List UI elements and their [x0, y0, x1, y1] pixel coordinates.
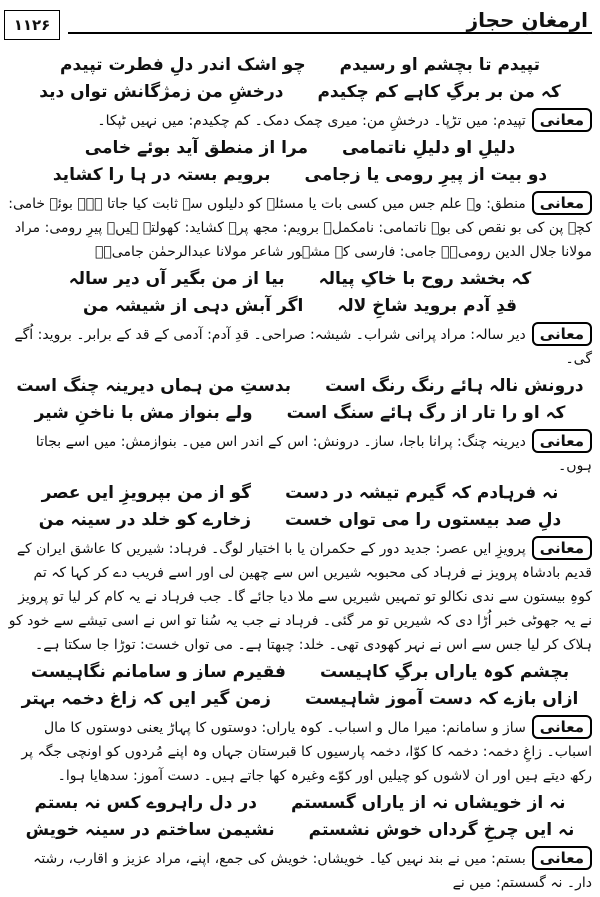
hemistich: دو بیت از پیرِ رومی یا زجامی: [304, 165, 548, 185]
couplet-line: [8, 373, 592, 400]
hemistich: درونش نالہ ہائے رنگ رنگ است: [325, 376, 584, 396]
meaning-label: معانی: [532, 191, 592, 215]
meaning-label: معانی: [532, 846, 592, 870]
hemistich: کہ بخشد روح با خاکِ پیالہ: [318, 269, 532, 289]
meaning-text: تپیدم: میں تڑپا۔ درخشِ من: میری چمک دمک۔ کم چکیدم: میں نہیں ٹپکا۔: [97, 113, 526, 129]
meaning-note: [8, 429, 592, 478]
hemistich: مرا از منطق آید بوئے خامی: [84, 138, 309, 158]
hemistich: بیا از من بگیر آں دیر سالہ: [68, 269, 285, 289]
hemistich: چو اشک اندر دلِ فطرت تپیدم: [60, 55, 306, 75]
couplet-line: [8, 293, 592, 320]
hemistich: گو از من بپرویزِ ایں عصر: [41, 483, 252, 503]
meaning-label: معانی: [532, 108, 592, 132]
meaning-note: [8, 536, 592, 657]
meaning-note: [8, 191, 592, 264]
hemistich: ازاں بازے کہ دست آموز شاہیست: [304, 689, 579, 709]
hemistich: ولے بنواز مش با ناخنِ شیر: [34, 403, 253, 423]
header-rule: [68, 32, 592, 34]
hemistich: نہ از خویشاں نہ از یاراں گسستم: [290, 793, 566, 813]
hemistich: درخشِ من زمژگانش تواں دید: [39, 82, 284, 102]
couplet-line: [8, 507, 592, 534]
hemistich: در دل راہروے کس نہ بستم: [34, 793, 257, 813]
hemistich: برویم بستہ در ہا را کشاید: [52, 165, 271, 185]
couplet-line: [8, 135, 592, 162]
meaning-text: بستم: میں نے بند نہیں کیا۔ خویشاں: خویش کی جمع، اپنے، مراد عزیز و اقارب، رشتہ دار۔ نہ گسستم: میں نے: [33, 851, 592, 891]
hemistich: بچشم کوہ یاراں برگِ کاہیست: [319, 662, 570, 682]
couplet-line: [8, 162, 592, 189]
meaning-text: ساز و سامانم: میرا مال و اسباب۔ کوہ یاراں: دوستوں کا پہاڑ یعنی دوستوں کا مال اسباب۔ زاغِ دخمہ: دخمہ کا کوّا، دخمہ پارسیوں کا قبرستان جہاں وہ اپنے مُردوں کو اونچی جگہ پر رکھ دیتے ہیں اور ان لاشوں کو چیلیں اور کوّے وغیرہ کھا جاتے ہیں۔ دست آموز: سدھایا ہوا۔: [21, 720, 592, 784]
couplet-line: [8, 79, 592, 106]
hemistich: دلیلِ او دلیلِ ناتمامی: [342, 138, 516, 158]
hemistich: اگر آبش دہی از شیشہ من: [82, 296, 304, 316]
hemistich: دلِ صد بیستوں را می تواں خست: [285, 510, 562, 530]
meaning-label: معانی: [532, 429, 592, 453]
hemistich: فقیرم ساز و سامانم نگاہیست: [30, 662, 286, 682]
hemistich: زخارے کو خلد در سینہ من: [38, 510, 251, 530]
couplet-line: [8, 686, 592, 713]
meaning-label: معانی: [532, 715, 592, 739]
hemistich: نشیمن ساختم در سینہ خویش: [25, 820, 275, 840]
meaning-label: معانی: [532, 536, 592, 560]
hemistich: کہ من بر برگِ کاہے کم چکیدم: [317, 82, 561, 102]
hemistich: قدِ آدم بروید شاخِ لالہ: [337, 296, 518, 316]
hemistich: نہ ایں چرخِ گرداں خوش نشستم: [308, 820, 575, 840]
meaning-label: معانی: [532, 322, 592, 346]
couplet-line: [8, 400, 592, 427]
hemistich: کہ او را تار از رگ ہائے سنگ است: [286, 403, 566, 423]
meaning-note: [8, 322, 592, 371]
couplet-line: [8, 790, 592, 817]
page-number: ۱۱۲۶: [4, 10, 60, 40]
couplet-line: [8, 52, 592, 79]
hemistich: تپیدم تا بچشم او رسیدم: [339, 55, 541, 75]
meaning-note: [8, 846, 592, 895]
page-content: [8, 52, 592, 897]
hemistich: زمن گیر ایں کہ زاغ دخمہ بہتر: [21, 689, 271, 709]
page-header: [4, 8, 592, 42]
couplet-line: [8, 659, 592, 686]
meaning-text: پرویزِ ایں عصر: جدید دور کے حکمران یا با اختیار لوگ۔ فرہاد: شیریں کا عاشق ایران کے قدیم بادشاہ پرویز نے فرہاد کی محبوبہ شیریں اس سے چھین لی اور اسے فریب دے کر کہا کہ تم کوہِ بیستون سے ندی نکالو تو تمہیں شیریں سے ملا دیا جائے گا۔ جب فرہاد نے یہ کام کر لیا تو پرویز نے یہ جھوٹی خبر اُڑا دی کہ شیریں تو مر گئی۔ فرہاد نے جب یہ سُنا تو اس نے اسی تیشے سے خود کو ہلاک کر لیا جس سے اس نے نہر کھودی تھی۔ خلد: چبھتا ہے۔ می تواں خست: توڑا جا سکتا ہے۔: [8, 541, 592, 653]
meaning-text: دیر سالہ: مراد پرانی شراب۔ شیشہ: صراحی۔ قدِ آدم: آدمی کے قد کے برابر۔ بروید: اُگے گی۔: [14, 327, 592, 367]
meaning-note: [8, 715, 592, 788]
couplet-line: [8, 480, 592, 507]
hemistich: نہ فرہادم کہ گیرم تیشہ در دست: [285, 483, 559, 503]
meaning-note: [8, 108, 592, 133]
meaning-text: منطق: وہ علم جس میں کسی بات یا مسئلہ کو دلیلوں سے ثابت کیا جاتا ہے۔ بوئے خامی: کچے پن کی بو نقص کی بو۔ ناتمامی: نامکمل۔ برویم: مجھ پر۔ کشاید: کھولتے ہیں۔ پیرِ رومی: مراد مولانا جلال الدین رومیؒ۔ جامی: فارسی کے مشہور شاعر مولانا عبدالرحمٰن جامیؒ۔: [8, 196, 592, 260]
meaning-text: دیرینہ چنگ: پرانا باجا، ساز۔ درونش: اس کے اندر اس میں۔ بنوازمش: میں اسے بجاتا ہوں۔: [35, 434, 592, 474]
book-title: ارمغانِ حجاز: [457, 8, 588, 32]
couplet-line: [8, 266, 592, 293]
hemistich: بدستِ من ہماں دیرینہ چنگ است: [16, 376, 292, 396]
